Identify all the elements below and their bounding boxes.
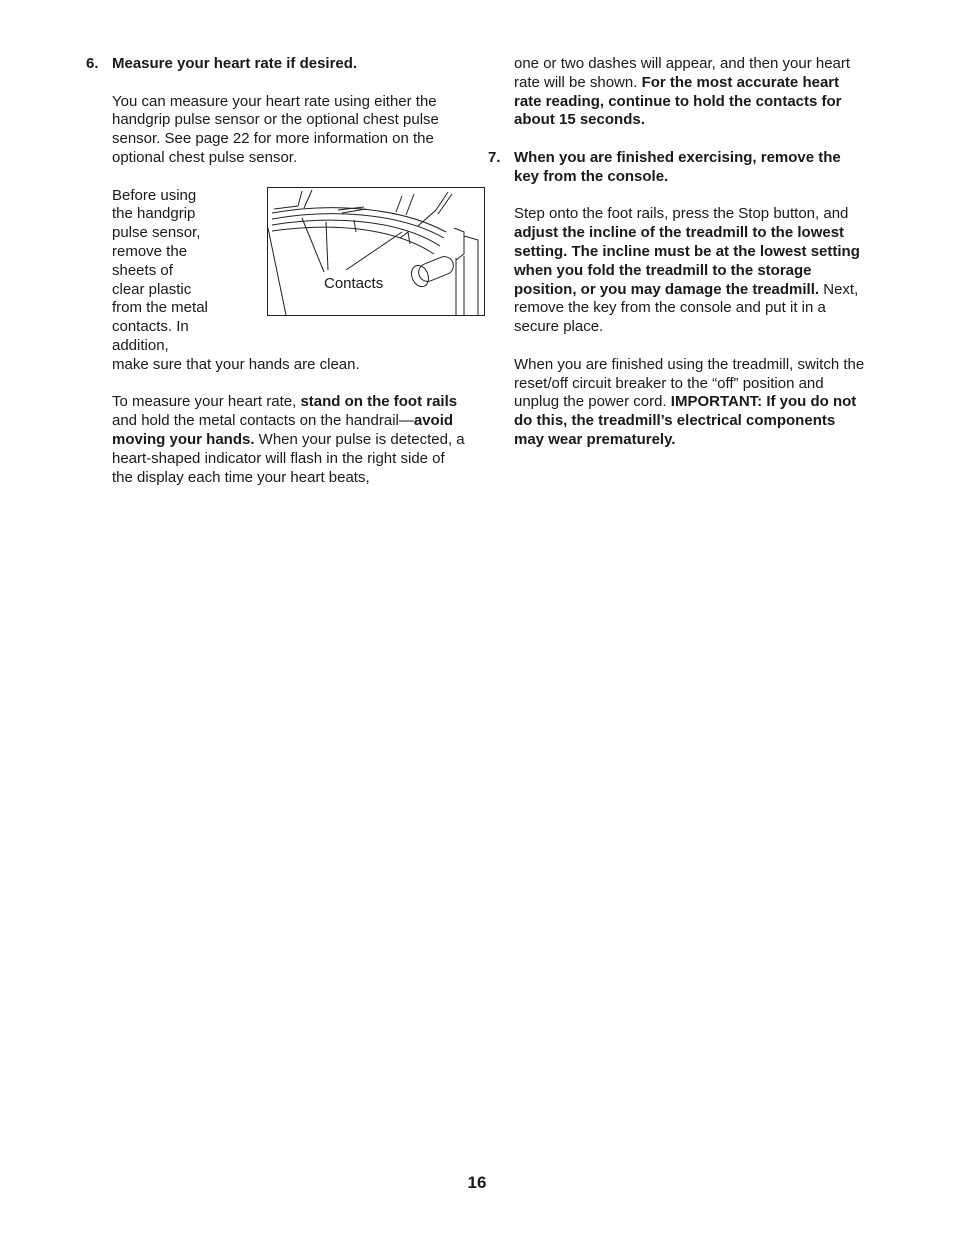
step-7-title: When you are finished exercising, remove the key from the console. (514, 148, 841, 185)
text-run-bold: adjust the incline of the treadmill to the lowest setting. The incline must be at the lowest setting when you fold the treadmill to the storage position, or you may damage the treadmill. (514, 224, 860, 298)
text-run: Next, remove the key from the console and put it in a secure place. (514, 280, 859, 336)
wrap-line: clear plastic (112, 280, 192, 298)
text-run: To measure your heart rate, (112, 393, 301, 411)
text-run-bold: For the most accurate heart rate reading, continue to hold the contacts for about 15 seconds. (514, 73, 842, 129)
wrap-line: pulse sensor, (112, 224, 201, 242)
wrap-line: addition, (112, 336, 169, 354)
contacts-label: Contacts (324, 274, 384, 292)
circuit-breaker-paragraph (514, 356, 868, 450)
wrap-tail-text: make sure that your hands are clean. (112, 355, 360, 373)
text-run: When you are finished using the treadmill, switch the reset/off circuit breaker to the “off” position and unplug the power cord. (514, 355, 865, 411)
heart-rate-intro-paragraph: You can measure your heart rate using either the handgrip pulse sensor or the optional chest pulse sensor. See page 22 for more information on the optional chest pulse sensor. (112, 92, 439, 166)
heart-rate-continued-paragraph (514, 55, 868, 130)
step-6-number: 6. (86, 55, 99, 72)
handgrip-wrap-block (112, 187, 466, 375)
wrap-line: contacts. In (112, 318, 189, 336)
text-run: one or two dashes will appear, and then your heart rate will be shown. (514, 55, 851, 91)
measure-heart-rate-paragraph (112, 393, 466, 487)
page-number: 16 (467, 1173, 487, 1192)
wrap-line: remove the (112, 242, 188, 260)
step-7-heading (488, 149, 868, 187)
right-column (488, 55, 868, 469)
text-run: When your pulse is detected, a heart-shaped indicator will flash in the right side of the display each time your heart beats, (112, 430, 465, 486)
step-6-body (86, 93, 466, 488)
handgrip-wrap-text (112, 187, 222, 356)
wrap-line: from the metal (112, 299, 208, 317)
wrap-line: the handgrip (112, 205, 196, 223)
step-6-heading (86, 55, 466, 74)
wrap-line: sheets of (112, 261, 173, 279)
handrail-illustration (268, 188, 484, 315)
text-run-bold: avoid moving your hands. (112, 412, 454, 448)
text-run: and hold the metal contacts on the handrail— (112, 412, 414, 430)
text-run-bold: stand on the foot rails (300, 393, 458, 411)
handrail-contacts-figure (267, 187, 485, 316)
step-7-number: 7. (488, 148, 501, 166)
step-6-continued (488, 55, 868, 130)
step-7-body (488, 205, 868, 449)
step-6-title: Measure your heart rate if desired. (112, 55, 358, 72)
left-column (86, 55, 466, 506)
wrap-line: Before using (112, 186, 197, 204)
text-run: Step onto the foot rails, press the Stop button, and (514, 205, 849, 223)
incline-key-paragraph (514, 205, 868, 337)
text-run-bold: IMPORTANT: If you do not do this, the treadmill’s electrical components may wear prematurely. (514, 393, 857, 448)
